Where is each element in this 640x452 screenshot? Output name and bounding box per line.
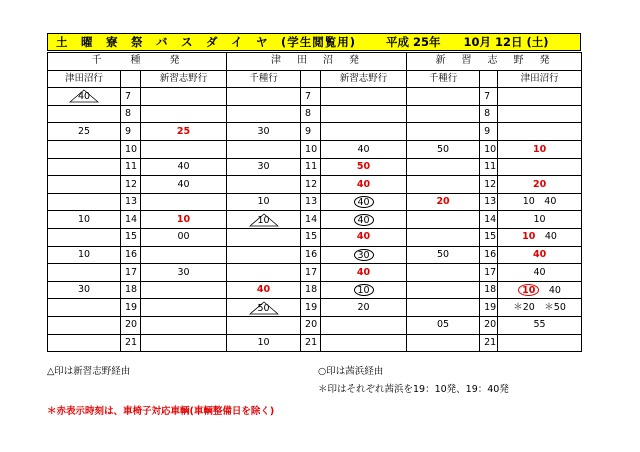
- table-row: [48, 158, 582, 176]
- note-red-wheelchair: ＊赤表示時刻は、車椅子対応車輌(車輌整備日を除く): [47, 406, 275, 417]
- cell-d: 40: [321, 228, 407, 246]
- cell-d: [321, 88, 407, 106]
- table-row: [48, 176, 582, 194]
- cell-b: [141, 281, 227, 299]
- cell-f: 10: [498, 140, 582, 158]
- cell-a: 10: [48, 246, 121, 264]
- hour-cell: 18: [480, 281, 498, 299]
- hour-cell: 16: [301, 246, 321, 264]
- cell-d: 20: [321, 299, 407, 317]
- cell-c: [227, 211, 301, 229]
- cell-a: 25: [48, 123, 121, 141]
- hour-cell: 12: [301, 176, 321, 194]
- hour-cell: 19: [480, 299, 498, 317]
- hour-cell: 9: [480, 123, 498, 141]
- triangle-icon: 10: [249, 213, 279, 227]
- schedule-date: 平成 25年 10月 12日 (土): [386, 35, 549, 49]
- hour-cell: 10: [121, 140, 141, 158]
- cell-a: [48, 299, 121, 317]
- cell-c: [227, 246, 301, 264]
- cell-b: [141, 299, 227, 317]
- hour-cell: 14: [480, 211, 498, 229]
- cell-f: 55: [498, 316, 582, 334]
- hour-cell: 21: [301, 334, 321, 352]
- cell-c: [227, 176, 301, 194]
- cell-a: [48, 334, 121, 352]
- hour-cell: 9: [121, 123, 141, 141]
- triangle-icon: 40: [69, 89, 99, 103]
- hour-cell: 7: [480, 88, 498, 106]
- cell-f: 10 40: [498, 281, 582, 299]
- cell-b: [141, 334, 227, 352]
- hour-cell: 13: [480, 193, 498, 211]
- cell-f: ＊20 ＊50: [498, 299, 582, 317]
- cell-e: [407, 281, 480, 299]
- cell-b: [141, 105, 227, 123]
- timetable: [47, 52, 582, 352]
- header-to-chikusa: 千種行: [407, 70, 480, 88]
- hour-cell: 10: [480, 140, 498, 158]
- table-row: [48, 281, 582, 299]
- cell-d: [321, 211, 407, 229]
- cell-d: 40: [321, 176, 407, 194]
- hour-cell: 15: [121, 228, 141, 246]
- hour-cell: 14: [121, 211, 141, 229]
- hour-cell: 21: [480, 334, 498, 352]
- cell-e: [407, 123, 480, 141]
- cell-e: [407, 211, 480, 229]
- hour-cell: 20: [301, 316, 321, 334]
- hour-cell: 11: [301, 158, 321, 176]
- cell-d: 50: [321, 158, 407, 176]
- cell-a: [48, 228, 121, 246]
- cell-e: [407, 88, 480, 106]
- note-circle: ○印は茜浜経由: [318, 366, 384, 377]
- hour-cell: 10: [301, 140, 321, 158]
- cell-f: [498, 334, 582, 352]
- cell-d: 40: [321, 264, 407, 282]
- cell-f: 10 40: [498, 193, 582, 211]
- cell-f: 10: [498, 211, 582, 229]
- table-row: [48, 228, 582, 246]
- cell-e: 05: [407, 316, 480, 334]
- cell-e: [407, 228, 480, 246]
- table-row: [48, 140, 582, 158]
- cell-f: 10 40: [498, 228, 582, 246]
- hour-cell: 11: [121, 158, 141, 176]
- cell-e: 50: [407, 246, 480, 264]
- cell-b: 40: [141, 158, 227, 176]
- header-to-shinnarashino: 新習志野行: [141, 70, 227, 88]
- hour-cell: 13: [121, 193, 141, 211]
- cell-c: [227, 228, 301, 246]
- cell-d: [321, 193, 407, 211]
- cell-b: 30: [141, 264, 227, 282]
- table-row: [48, 264, 582, 282]
- header-blank: [121, 70, 141, 88]
- hour-cell: 20: [480, 316, 498, 334]
- cell-a: [48, 176, 121, 194]
- hour-cell: 9: [301, 123, 321, 141]
- cell-c: 10: [227, 193, 301, 211]
- table-row: [48, 105, 582, 123]
- cell-e: [407, 158, 480, 176]
- cell-c: 10: [227, 334, 301, 352]
- hour-cell: 12: [121, 176, 141, 194]
- title-bar: [47, 33, 581, 51]
- cell-a: [48, 264, 121, 282]
- cell-a: [48, 158, 121, 176]
- hour-cell: 17: [480, 264, 498, 282]
- cell-d: [321, 105, 407, 123]
- table-row: [48, 123, 582, 141]
- cell-f: 40: [498, 264, 582, 282]
- table-row: [48, 193, 582, 211]
- cell-c: [227, 140, 301, 158]
- hour-cell: 14: [301, 211, 321, 229]
- table-row: [48, 299, 582, 317]
- header-to-shinnarashino: 新習志野行: [321, 70, 407, 88]
- cell-e: [407, 264, 480, 282]
- triangle-icon: 50: [249, 301, 279, 315]
- cell-b: [141, 246, 227, 264]
- section-tsudanuma: 津 田 沼 発: [227, 53, 407, 71]
- header-blank: [480, 70, 498, 88]
- hour-cell: 20: [121, 316, 141, 334]
- cell-a: [48, 193, 121, 211]
- hour-cell: 17: [301, 264, 321, 282]
- cell-f: [498, 158, 582, 176]
- table-row: [48, 316, 582, 334]
- hour-cell: 11: [480, 158, 498, 176]
- cell-b: 10: [141, 211, 227, 229]
- cell-f: [498, 123, 582, 141]
- cell-c: 30: [227, 158, 301, 176]
- cell-a: [48, 316, 121, 334]
- circle-marker-red: 10: [518, 284, 539, 296]
- table-row: [48, 246, 582, 264]
- section-shinnarashino: 新 習 志 野 発: [407, 53, 582, 71]
- note-triangle: △印は新習志野経由: [47, 366, 131, 377]
- cell-d: [321, 281, 407, 299]
- circle-marker: 10: [354, 284, 374, 296]
- cell-a: [48, 88, 121, 106]
- hour-cell: 19: [121, 299, 141, 317]
- cell-d: 40: [321, 140, 407, 158]
- cell-c: [227, 264, 301, 282]
- header-to-tsudanuma: 津田沼行: [48, 70, 121, 88]
- cell-c: [227, 88, 301, 106]
- page-title: 土 曜 寮 祭 バ ス ダ イ ヤ (学生閲覧用): [56, 35, 357, 49]
- cell-f: 20: [498, 176, 582, 194]
- hour-cell: 8: [480, 105, 498, 123]
- cell-f: [498, 105, 582, 123]
- cell-d: [321, 334, 407, 352]
- cell-e: 50: [407, 140, 480, 158]
- cell-c: [227, 299, 301, 317]
- cell-a: [48, 140, 121, 158]
- hour-cell: 7: [121, 88, 141, 106]
- hour-cell: 19: [301, 299, 321, 317]
- hour-cell: 13: [301, 193, 321, 211]
- cell-b: 40: [141, 176, 227, 194]
- hour-cell: 16: [480, 246, 498, 264]
- header-blank: [301, 70, 321, 88]
- cell-e: 20: [407, 193, 480, 211]
- note-asterisk: ＊印はそれぞれ茜浜を19：10発、19：40発: [318, 384, 509, 395]
- cell-b: 25: [141, 123, 227, 141]
- header-to-chikusa: 千種行: [227, 70, 301, 88]
- circle-marker: 40: [354, 214, 374, 226]
- cell-b: [141, 140, 227, 158]
- hour-cell: 15: [301, 228, 321, 246]
- header-to-tsudanuma: 津田沼行: [498, 70, 582, 88]
- hour-cell: 8: [121, 105, 141, 123]
- circle-marker: 30: [354, 249, 374, 261]
- cell-f: 40: [498, 246, 582, 264]
- hour-cell: 21: [121, 334, 141, 352]
- cell-c: [227, 105, 301, 123]
- hour-cell: 12: [480, 176, 498, 194]
- cell-b: [141, 193, 227, 211]
- cell-d: [321, 316, 407, 334]
- hour-cell: 15: [480, 228, 498, 246]
- table-row: [48, 334, 582, 352]
- table-row: [48, 211, 582, 229]
- cell-e: [407, 105, 480, 123]
- cell-a: 30: [48, 281, 121, 299]
- cell-e: [407, 176, 480, 194]
- hour-cell: 17: [121, 264, 141, 282]
- cell-f: [498, 88, 582, 106]
- circle-marker: 40: [354, 196, 374, 208]
- cell-b: [141, 316, 227, 334]
- hour-cell: 18: [301, 281, 321, 299]
- hour-cell: 8: [301, 105, 321, 123]
- cell-c: 30: [227, 123, 301, 141]
- cell-c: [227, 316, 301, 334]
- cell-d: [321, 246, 407, 264]
- hour-cell: 16: [121, 246, 141, 264]
- hour-cell: 7: [301, 88, 321, 106]
- cell-c: 40: [227, 281, 301, 299]
- cell-b: 00: [141, 228, 227, 246]
- section-chikusa: 千 種 発: [48, 53, 227, 71]
- cell-d: [321, 123, 407, 141]
- cell-a: [48, 105, 121, 123]
- cell-a: 10: [48, 211, 121, 229]
- cell-e: [407, 299, 480, 317]
- cell-b: [141, 88, 227, 106]
- table-row: [48, 88, 582, 106]
- hour-cell: 18: [121, 281, 141, 299]
- red-time: 10: [522, 231, 536, 243]
- cell-e: [407, 334, 480, 352]
